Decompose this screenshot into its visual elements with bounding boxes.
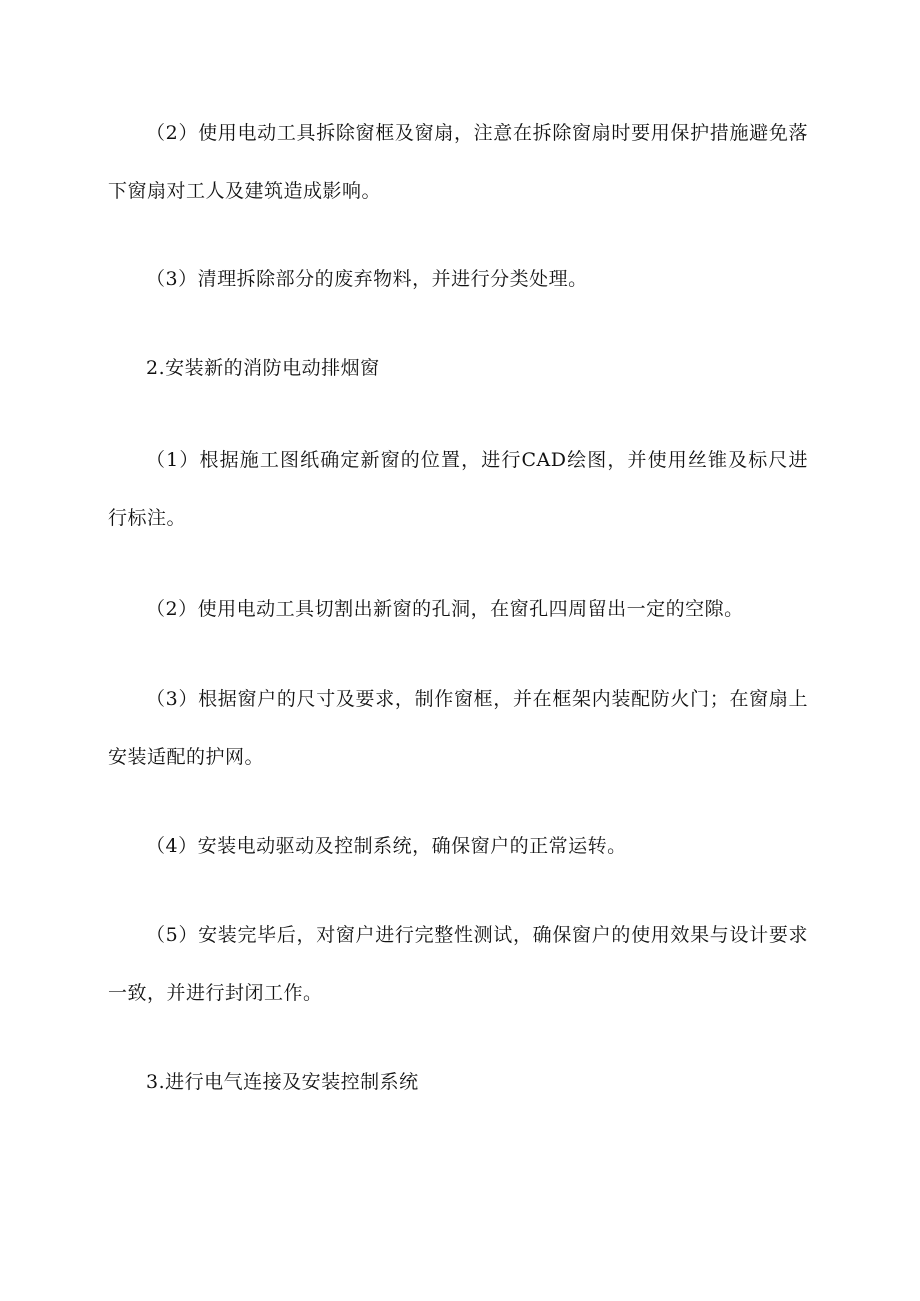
paragraph-install-step-2: （2）使用电动工具切割出新窗的孔洞，在窗孔四周留出一定的空隙。: [146, 598, 744, 620]
paragraph-install-step-1: （1）根据施工图纸确定新窗的位置，进行CAD绘图，并使用丝锥及标尺进行标注。: [108, 449, 808, 529]
paragraph-install-step-4: （4）安装电动驱动及控制系统，确保窗户的正常运转。: [146, 835, 627, 857]
section-heading-electrical: 3.进行电气连接及安装控制系统: [146, 1071, 419, 1093]
paragraph-step-2-removal: （2）使用电动工具拆除窗框及窗扇，注意在拆除窗扇时要用保护措施避免落下窗扇对工人及建筑造成影响。: [108, 122, 808, 202]
paragraph-install-step-3: （3）根据窗户的尺寸及要求，制作窗框，并在框架内装配防火门；在窗扇上安装适配的护网。: [108, 688, 808, 768]
paragraph-step-3-cleanup: （3）清理拆除部分的废弃物料，并进行分类处理。: [146, 268, 588, 290]
section-heading-install-window: 2.安装新的消防电动排烟窗: [146, 357, 380, 379]
paragraph-install-step-5: （5）安装完毕后，对窗户进行完整性测试，确保窗户的使用效果与设计要求一致，并进行封闭工作。: [108, 924, 808, 1004]
